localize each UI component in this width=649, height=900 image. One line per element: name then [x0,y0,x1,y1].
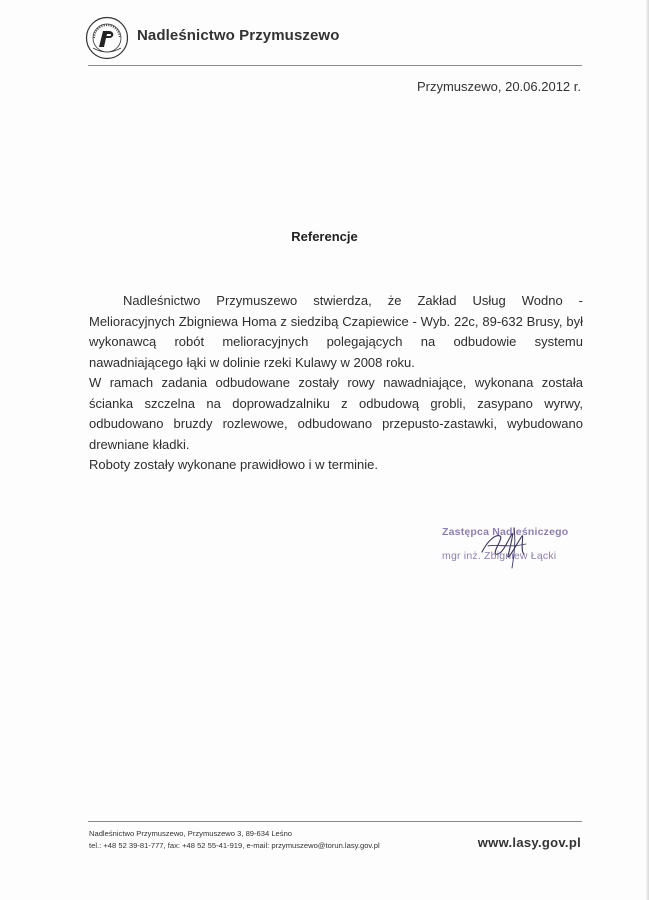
document-body [89,291,583,476]
footer-address: Nadleśnictwo Przymuszewo, Przymuszewo 3, 89-634 Leśno [89,829,293,838]
document-title: Referencje [291,229,358,244]
body-paragraph: W ramach zadania odbudowane zostały rowy nawadniające, wykonana została ścianka szczelna na doprowadzalniku z odbudową grobli, zasypano wyrwy, odbudowano bruzdy rozlewowe, odbudowano przepusto-zastawki, wybudowano drewniane kładki. [89,375,583,452]
lasy-panstwowe-logo-icon [85,16,129,60]
body-paragraph: Nadleśnictwo Przymuszewo stwierdza, że Zakład Usług Wodno - Melioracyjnych Zbigniewa Homa z siedzibą Czapiewice - Wyb. 22c, 89-632 Brusy, był wykonawcą robót melioracyjnych polegających na odbudowie systemu nawadniającego łąki w dolinie rzeki Kulawy w 2008 roku. [89,293,583,370]
handwritten-signature [474,522,534,572]
stamp-title-line: Zastępca Nadleśniczego [442,526,569,538]
footer-website-link[interactable]: www.lasy.gov.pl [477,835,581,850]
header-divider [88,65,582,66]
place-date: Przymuszewo, 20.06.2012 r. [416,79,581,94]
stamp-name-line: mgr inż. Zbigniew Łącki [442,550,557,562]
official-stamp [438,524,568,576]
footer-divider [88,821,582,822]
body-paragraph: Roboty zostały wykonane prawidłowo i w terminie. [89,457,379,472]
organization-title: Nadleśnictwo Przymuszewo [137,27,340,44]
footer-contact: tel.: +48 52 39-81-777, fax: +48 52 55-41-919, e-mail: przymuszewo@torun.lasy.gov.pl [89,841,380,850]
